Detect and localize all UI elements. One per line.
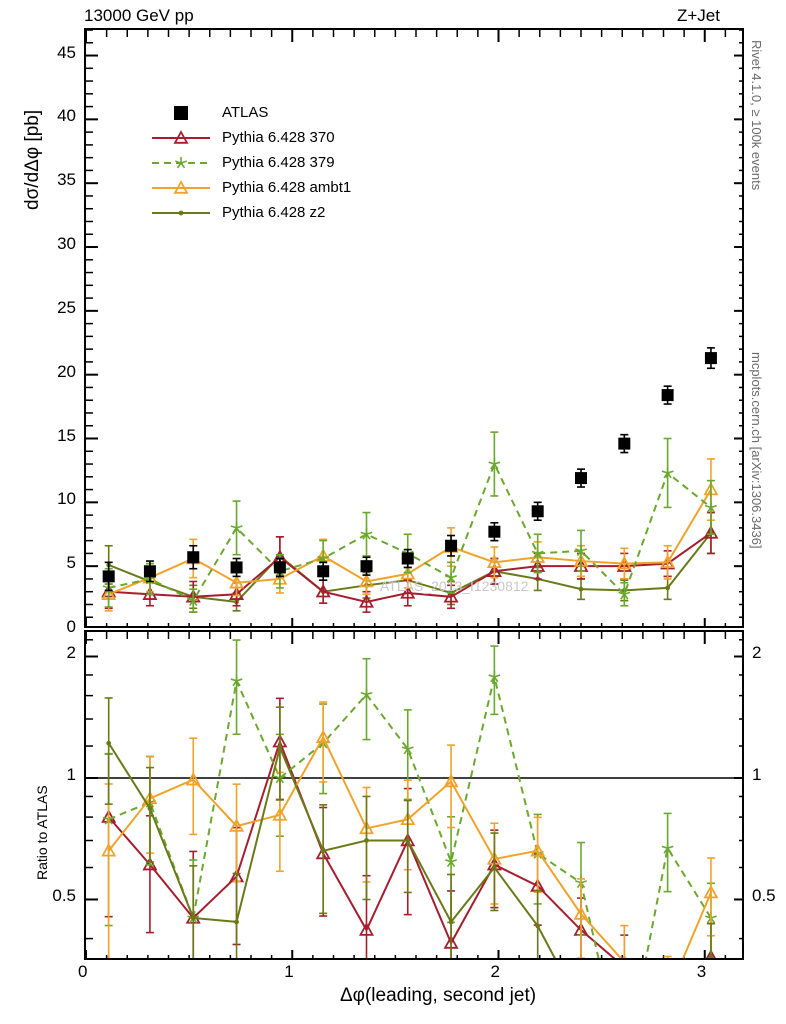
main-atlas-marker <box>618 438 630 450</box>
ratio-pythia-6-428-ambt1-line <box>109 737 711 960</box>
main-atlas-marker <box>445 540 457 552</box>
main-atlas-marker <box>662 389 674 401</box>
legend-label: ATLAS <box>222 104 269 121</box>
ratio-pythia-6-428-z2-marker <box>191 916 196 921</box>
y-tick-label-main: 40 <box>57 106 76 126</box>
ratio-pythia-6-428-z2-marker <box>492 865 497 870</box>
y-tick-label-main: 0 <box>66 617 76 636</box>
y-tick-label-ratio-left: 2 <box>66 643 76 663</box>
ratio-pythia-6-428-z2-marker <box>321 848 326 853</box>
main-atlas-marker <box>361 560 373 572</box>
ratio-pythia-6-428-z2-marker <box>535 924 540 929</box>
y-tick-label-main: 45 <box>57 42 76 62</box>
main-atlas-marker <box>575 472 587 484</box>
y-tick-label-ratio-right: 2 <box>752 643 762 663</box>
ratio-pythia-6-428-z2-marker <box>709 955 714 960</box>
x-tick-label: 2 <box>490 962 500 981</box>
legend-marker-square <box>174 106 188 120</box>
x-axis-label-text: Δφ(leading, second jet) <box>339 985 537 1006</box>
main-pythia-6-428-z2-marker <box>665 585 670 590</box>
y-axis-label-ratio: Ratio to ATLAS <box>34 785 50 880</box>
main-pythia-6-428-z2-marker <box>579 587 584 592</box>
legend-key-line-solid-dot <box>150 204 212 222</box>
y-tick-label-ratio-right: 1 <box>752 764 762 784</box>
analysis-watermark: ATLAS_2013_I1230812 <box>380 578 529 594</box>
y-axis-label-main: dσ/dΔφ [pb] <box>22 109 43 210</box>
y-tick-label-main: 20 <box>57 361 76 381</box>
y-tick-label-main: 35 <box>57 170 76 190</box>
legend-item <box>150 200 351 225</box>
x-tick-label: 0 <box>78 962 88 981</box>
ratio-pythia-6-428-z2-marker <box>106 741 111 746</box>
main-atlas-marker <box>144 565 156 577</box>
ratio-pythia-6-428-z2-marker <box>405 838 410 843</box>
main-atlas-marker <box>488 526 500 538</box>
legend-label: Pythia 6.428 379 <box>222 154 335 171</box>
ratio-pythia-6-428-z2-marker <box>364 838 369 843</box>
y-tick-label-main: 5 <box>66 553 76 573</box>
side-label-rivet-version: Rivet 4.1.0, ≥ 100k events <box>749 40 764 191</box>
legend-item <box>150 100 351 125</box>
header-right-process: Z+Jet <box>677 6 720 25</box>
ratio-plot-panel <box>84 630 744 960</box>
main-atlas-marker <box>274 561 286 573</box>
y-tick-label-main: 10 <box>57 489 76 509</box>
ratio-pythia-6-428-z2-line <box>109 743 711 960</box>
legend-key-line-dashed-star <box>150 154 212 172</box>
x-tick-label: 1 <box>284 962 294 981</box>
legend-label: Pythia 6.428 z2 <box>222 204 326 221</box>
legend <box>150 100 351 225</box>
main-atlas-marker <box>231 561 243 573</box>
legend-item <box>150 175 351 200</box>
y-tick-label-main: 25 <box>57 297 76 317</box>
y-tick-label-main: 30 <box>57 234 76 254</box>
legend-marker-star <box>175 157 186 168</box>
legend-key-line-solid-triangle <box>150 129 212 147</box>
y-tick-label-ratio-left: 0.5 <box>52 886 76 906</box>
legend-label: Pythia 6.428 ambt1 <box>222 179 352 196</box>
x-tick-label: 3 <box>696 962 707 981</box>
ratio-pythia-6-428-z2-marker <box>277 745 282 750</box>
ratio-pythia-6-428-z2-marker <box>148 806 153 811</box>
main-atlas-marker <box>532 505 544 517</box>
ratio-pythia-6-428-370-line <box>109 742 711 960</box>
y-tick-label-ratio-right: 0.5 <box>752 886 776 906</box>
main-atlas-marker <box>103 570 115 582</box>
main-atlas-marker <box>187 551 199 563</box>
main-atlas-marker <box>317 565 329 577</box>
header-left-beam-energy: 13000 GeV pp <box>84 6 194 25</box>
y-tick-label-main: 15 <box>57 425 76 445</box>
main-atlas-marker <box>402 553 414 565</box>
legend-label: Pythia 6.428 370 <box>222 129 335 146</box>
legend-key-marker-square <box>150 104 212 122</box>
legend-marker-dot <box>179 210 184 215</box>
ratio-pythia-6-428-z2-marker <box>234 919 239 924</box>
x-axis-label <box>0 985 786 1007</box>
side-label-arxiv: mcplots.cern.ch [arXiv:1306.3436] <box>749 352 764 549</box>
main-atlas-marker <box>705 352 717 364</box>
legend-key-line-solid-triangle <box>150 179 212 197</box>
legend-item <box>150 125 351 150</box>
y-tick-label-ratio-left: 1 <box>66 764 76 784</box>
legend-item <box>150 150 351 175</box>
ratio-pythia-6-428-z2-marker <box>449 919 454 924</box>
ratio-plot-svg <box>86 632 744 960</box>
